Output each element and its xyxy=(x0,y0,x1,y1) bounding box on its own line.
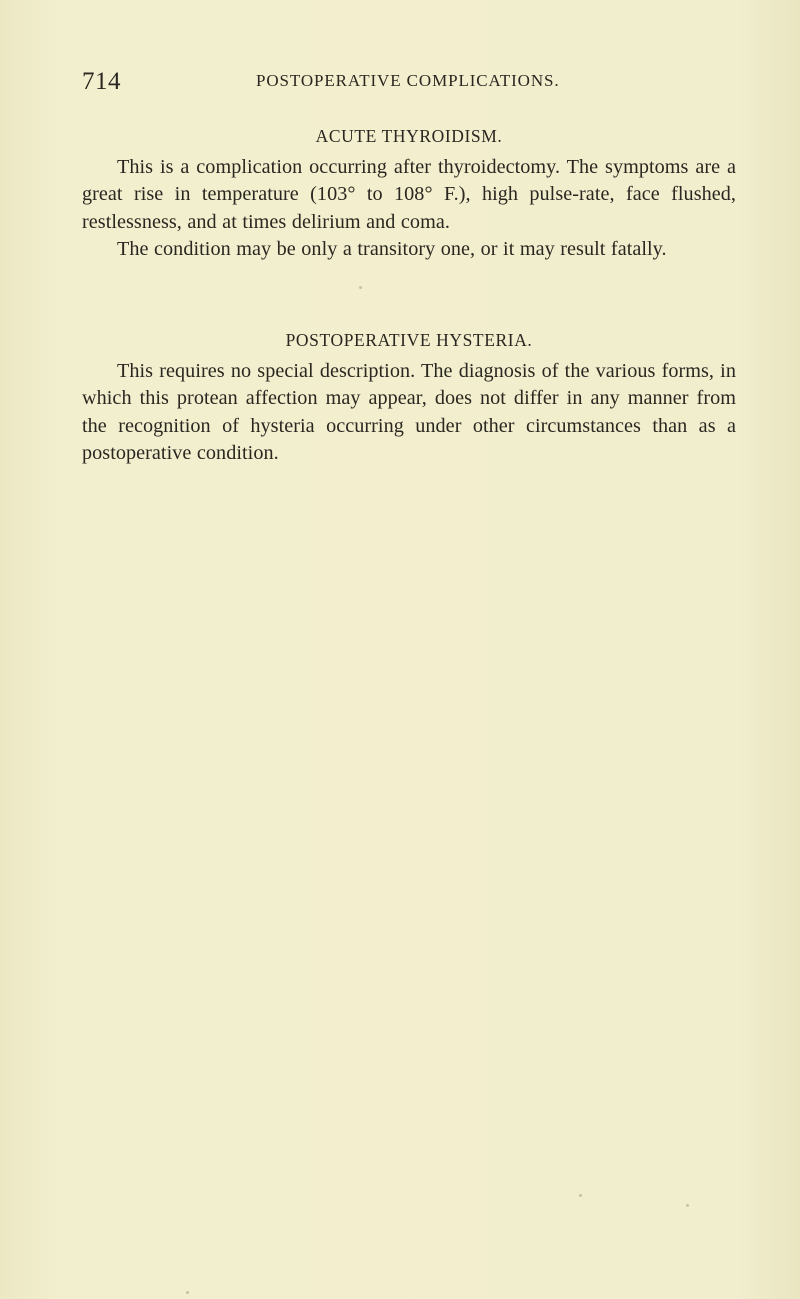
postoperative-hysteria-section xyxy=(82,328,736,467)
paper-speck xyxy=(359,286,362,289)
acute-thyroidism-section xyxy=(82,124,736,263)
page-number: 714 xyxy=(82,68,121,95)
section-heading: ACUTE THYROIDISM. xyxy=(315,126,503,146)
body-paragraph: This requires no special description. The diagnosis of the various forms, in which this protean affection may appear, does not differ in any manner from the recognition of hysteria occurring under other circumstances than as a postoperative condition. xyxy=(82,360,736,464)
running-title: POSTOPERATIVE COMPLICATIONS. xyxy=(256,71,560,90)
paper-speck xyxy=(686,1204,689,1207)
paper-speck xyxy=(186,1291,189,1294)
paper-speck xyxy=(579,1194,582,1197)
section-heading: POSTOPERATIVE HYSTERIA. xyxy=(285,330,533,350)
body-paragraph: The condition may be only a transitory one, or it may result fatally. xyxy=(117,237,667,260)
body-paragraph: This is a complication occurring after thyroidectomy. The symptoms are a great rise in temperature (103° to 108° F.), high pulse-rate, face flushed, restlessness, and at times delirium and coma. xyxy=(82,156,736,233)
running-head xyxy=(82,64,732,96)
